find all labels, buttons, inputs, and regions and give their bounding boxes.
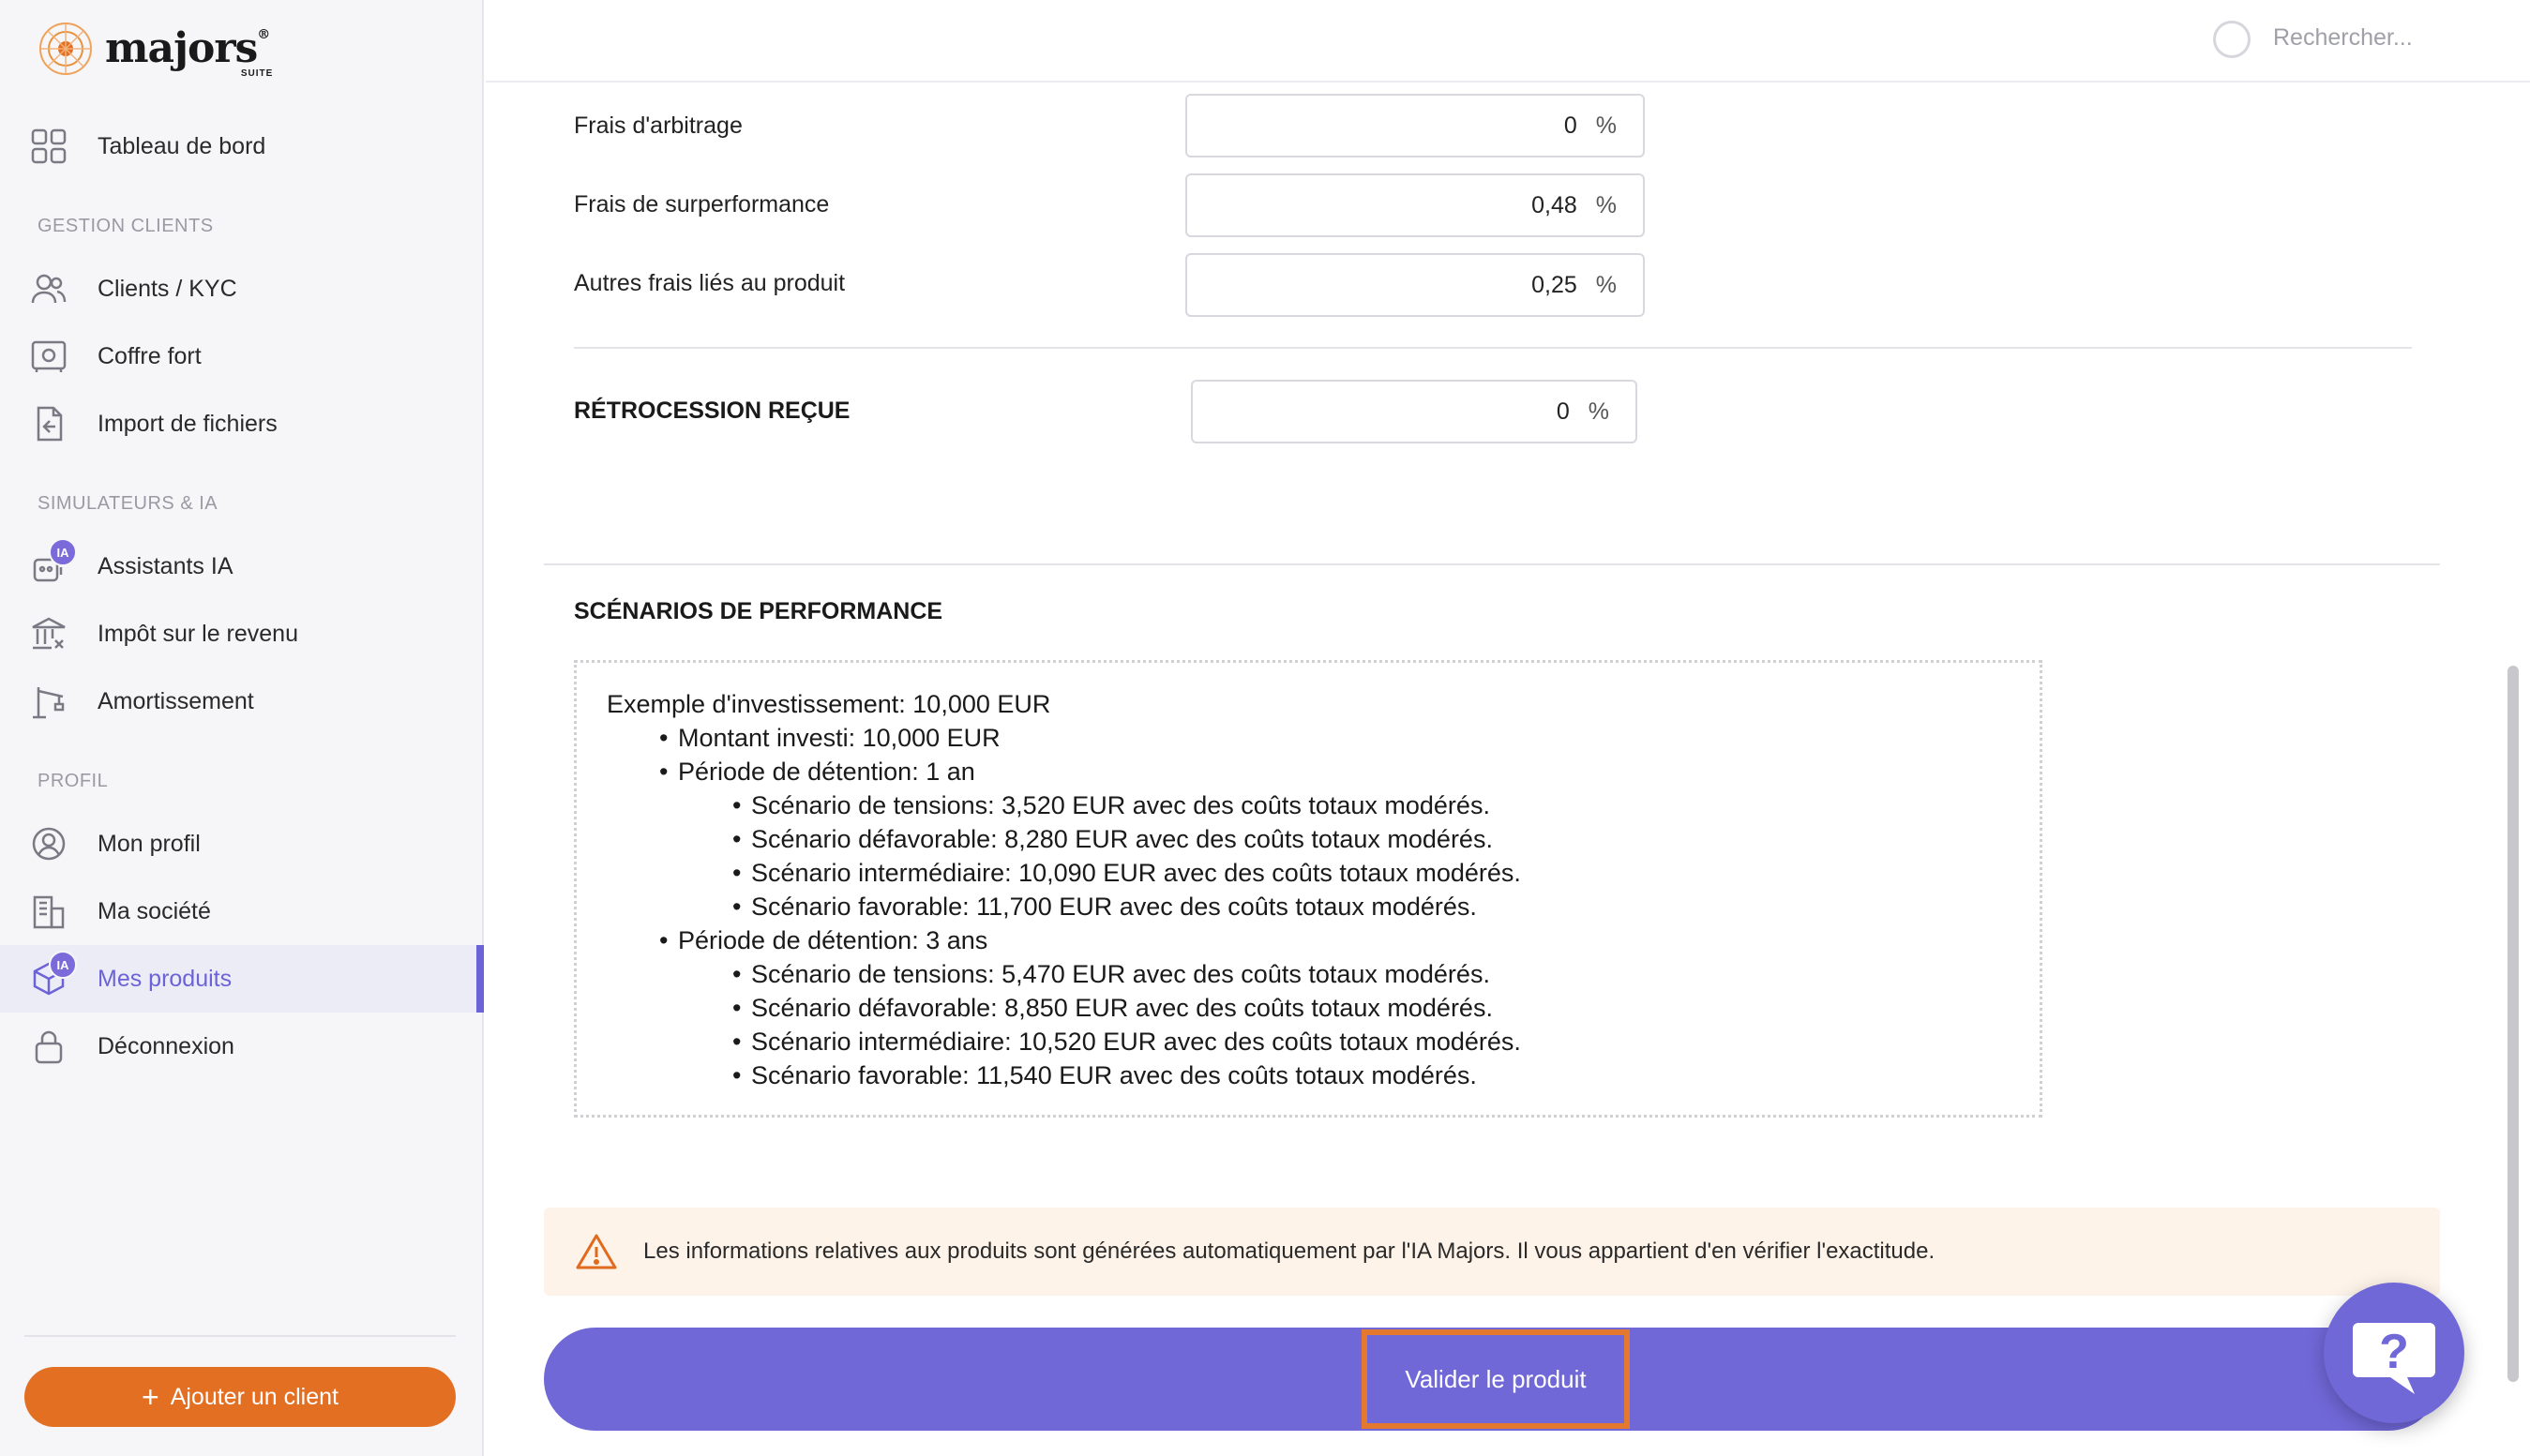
scenario-item: • Scénario de tensions: 3,520 EUR avec des coûts totaux modérés. — [732, 791, 1490, 819]
section-label-simulators: SIMULATEURS & IA — [38, 493, 218, 514]
help-chat-icon — [2345, 1304, 2443, 1402]
divider — [574, 347, 2412, 349]
sidebar-item-my-company[interactable] — [0, 878, 484, 945]
validate-product-button[interactable]: Valider le produit — [1362, 1329, 1630, 1429]
sidebar-divider — [24, 1335, 456, 1337]
fee-input-performance[interactable] — [1185, 173, 1645, 237]
sidebar-item-dashboard[interactable] — [0, 113, 484, 180]
section-label-profile: PROFIL — [38, 771, 109, 791]
logo-text: majors® SUITE — [105, 24, 274, 79]
section-divider — [544, 563, 2440, 565]
fee-unit: % — [1595, 191, 1617, 218]
ia-badge: IA — [49, 951, 77, 979]
assistant-icon — [30, 545, 69, 585]
retrocession-input[interactable] — [1191, 380, 1637, 443]
sidebar-item-label: Mes produits — [98, 965, 233, 992]
dashboard-icon — [30, 128, 68, 165]
retrocession-unit: % — [1588, 398, 1609, 425]
scenarios-text-area[interactable] — [574, 660, 2042, 1118]
search-input[interactable] — [2273, 17, 2530, 58]
warning-icon — [576, 1233, 617, 1270]
fee-label-other: Autres frais liés au produit — [574, 270, 846, 296]
help-button[interactable] — [2324, 1283, 2464, 1423]
scenario-period: • Période de détention: 3 ans — [659, 926, 988, 954]
logo-mark-icon — [38, 21, 94, 77]
add-client-label: Ajouter un client — [170, 1383, 339, 1410]
fee-unit: % — [1595, 112, 1617, 139]
top-header — [486, 0, 2530, 83]
logo[interactable] — [38, 15, 274, 83]
sidebar-item-label: Assistants IA — [98, 552, 233, 579]
sidebar — [0, 0, 484, 1456]
sidebar-item-label: Déconnexion — [98, 1032, 234, 1059]
fee-value: 0,48 — [1531, 191, 1577, 218]
sidebar-item-label: Amortissement — [98, 687, 254, 714]
file-import-icon — [30, 405, 68, 443]
fee-value: 0 — [1563, 112, 1577, 139]
fee-value: 0,25 — [1531, 271, 1577, 298]
sidebar-item-label: Mon profil — [98, 830, 201, 857]
section-label-clients: GESTION CLIENTS — [38, 216, 214, 236]
lock-icon — [30, 1028, 68, 1065]
warning-text: Les informations relatives aux produits sont générées automatiquement par l'IA Majors. Il vous appartient d'en vérifier l'exactitude. — [643, 1238, 1935, 1264]
scenario-intro: Exemple d'investissement: 10,000 EUR — [607, 690, 1051, 718]
logo-sub: SUITE — [240, 68, 274, 79]
profile-icon — [30, 825, 68, 863]
scrollbar[interactable] — [2507, 666, 2519, 1382]
sidebar-item-label: Tableau de bord — [98, 132, 266, 159]
crane-icon — [30, 683, 68, 720]
add-client-button[interactable] — [24, 1367, 456, 1427]
retrocession-value: 0 — [1556, 398, 1570, 425]
box-icon — [30, 957, 69, 998]
scenario-line: • Montant investi: 10,000 EUR — [659, 724, 1001, 752]
sidebar-item-label: Clients / KYC — [98, 275, 237, 302]
sidebar-item-my-profile[interactable] — [0, 810, 484, 878]
sidebar-item-import[interactable] — [0, 390, 484, 458]
search-icon[interactable] — [2213, 21, 2251, 58]
sidebar-item-my-products[interactable] — [0, 945, 484, 1013]
sidebar-item-clients[interactable] — [0, 255, 484, 323]
sidebar-item-income-tax[interactable] — [0, 600, 484, 668]
sidebar-item-amortization[interactable] — [0, 668, 484, 735]
safe-icon — [30, 338, 68, 375]
fee-input-arbitrage[interactable] — [1185, 94, 1645, 158]
scenario-item: • Scénario favorable: 11,700 EUR avec des coûts totaux modérés. — [732, 893, 1477, 921]
sidebar-item-label: Ma société — [98, 897, 211, 924]
fee-unit: % — [1595, 271, 1617, 298]
ia-badge: IA — [49, 538, 77, 566]
bank-icon — [30, 615, 68, 653]
scenario-period: • Période de détention: 1 an — [659, 758, 975, 786]
fee-input-other[interactable] — [1185, 253, 1645, 317]
sidebar-item-safe[interactable] — [0, 323, 484, 390]
scenario-item: • Scénario intermédiaire: 10,090 EUR avec des coûts totaux modérés. — [732, 859, 1521, 887]
sidebar-item-assistants[interactable] — [0, 533, 484, 600]
users-icon — [30, 270, 68, 308]
fee-label-performance: Frais de surperformance — [574, 191, 830, 218]
retrocession-label: RÉTROCESSION REÇUE — [574, 398, 851, 424]
scenarios-title: SCÉNARIOS DE PERFORMANCE — [574, 598, 943, 624]
scenario-item: • Scénario favorable: 11,540 EUR avec des coûts totaux modérés. — [732, 1061, 1477, 1089]
fee-label-arbitrage: Frais d'arbitrage — [574, 113, 743, 139]
scenario-item: • Scénario défavorable: 8,280 EUR avec des coûts totaux modérés. — [732, 825, 1493, 853]
building-icon — [30, 893, 68, 930]
scenario-item: • Scénario intermédiaire: 10,520 EUR avec des coûts totaux modérés. — [732, 1028, 1521, 1056]
plus-icon: + — [142, 1380, 159, 1414]
sidebar-item-label: Coffre fort — [98, 342, 202, 369]
sidebar-item-label: Impôt sur le revenu — [98, 620, 298, 647]
svg-text:?: ? — [2379, 1325, 2409, 1379]
scenario-item: • Scénario de tensions: 5,470 EUR avec des coûts totaux modérés. — [732, 960, 1490, 988]
sidebar-item-label: Import de fichiers — [98, 410, 278, 437]
sidebar-item-logout[interactable] — [0, 1013, 484, 1080]
ai-warning-banner — [544, 1208, 2440, 1296]
scenario-item: • Scénario défavorable: 8,850 EUR avec des coûts totaux modérés. — [732, 994, 1493, 1022]
